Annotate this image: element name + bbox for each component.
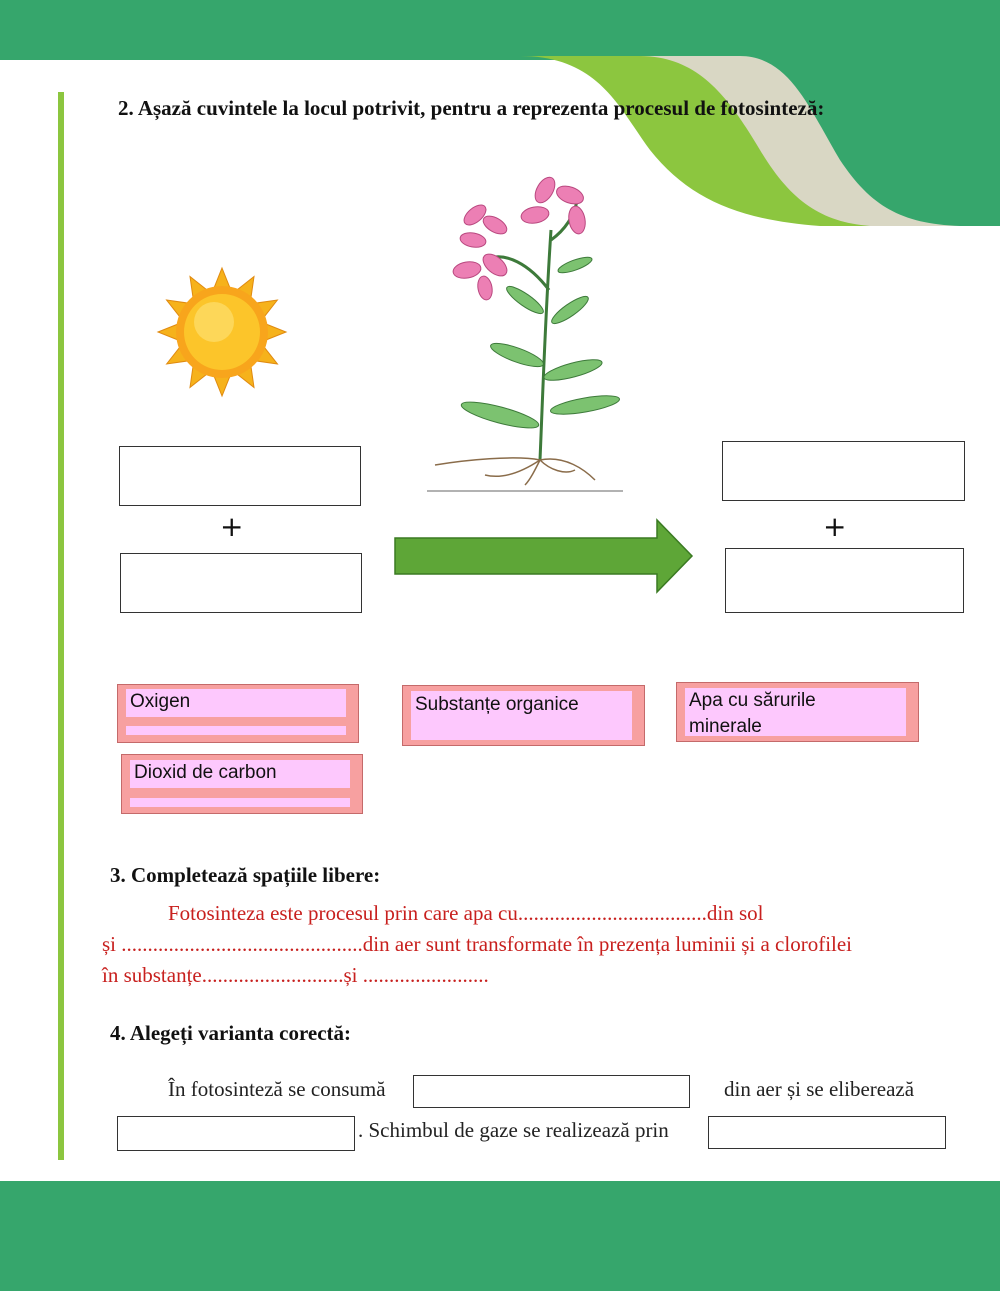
drop-box-reactant-2[interactable] <box>120 553 362 613</box>
footer-band <box>0 1181 1000 1291</box>
answer-select-3[interactable] <box>708 1116 946 1149</box>
fill-in-line-1: Fotosinteza este procesul prin care apa cu....................................din sol <box>168 901 764 925</box>
chip-label: Oxigen <box>130 691 191 712</box>
word-chip-apa-cu-sarurile-minerale[interactable] <box>676 682 919 742</box>
plus-sign-right: + <box>823 510 847 543</box>
chip-highlight <box>126 726 346 735</box>
answer-select-2[interactable] <box>117 1116 355 1151</box>
drop-box-reactant-1[interactable] <box>119 446 361 506</box>
chip-label: Dioxid de carbon <box>134 762 277 783</box>
word-chip-dioxid-de-carbon[interactable] <box>121 754 363 814</box>
plus-sign-left: + <box>220 510 244 543</box>
answer-select-1[interactable] <box>413 1075 690 1108</box>
question-2-title: 2. Așază cuvintele la locul potrivit, pentru a reprezenta procesul de fotosinteză: <box>118 96 825 120</box>
chip-label: Substanțe organice <box>415 694 579 715</box>
word-chip-substante-organice[interactable] <box>402 685 645 746</box>
reaction-arrow <box>393 518 695 594</box>
sentence-part-a: În fotosinteză se consumă <box>168 1077 386 1101</box>
fill-in-line-2: și ..............................................din aer sunt transformate în prezența luminii și a clorofilei <box>102 932 853 956</box>
drop-box-product-2[interactable] <box>725 548 964 613</box>
fill-in-line-3: în substanțe...........................și ........................ <box>102 963 489 987</box>
sentence-part-c: . Schimbul de gaze se realizează prin <box>358 1118 669 1142</box>
sun-image <box>155 265 290 400</box>
question-3-title: 3. Completează spațiile libere: <box>110 863 381 887</box>
question-4-title: 4. Alegeți varianta corectă: <box>110 1021 352 1045</box>
sentence-part-b: din aer și se eliberează <box>724 1077 915 1101</box>
word-chip-oxigen[interactable] <box>117 684 359 743</box>
left-margin-rule <box>58 92 64 1160</box>
drop-box-product-1[interactable] <box>722 441 965 501</box>
chip-label: Apa cu sărurile minerale <box>689 690 816 737</box>
chip-highlight <box>130 798 350 807</box>
plant-image <box>425 170 625 495</box>
